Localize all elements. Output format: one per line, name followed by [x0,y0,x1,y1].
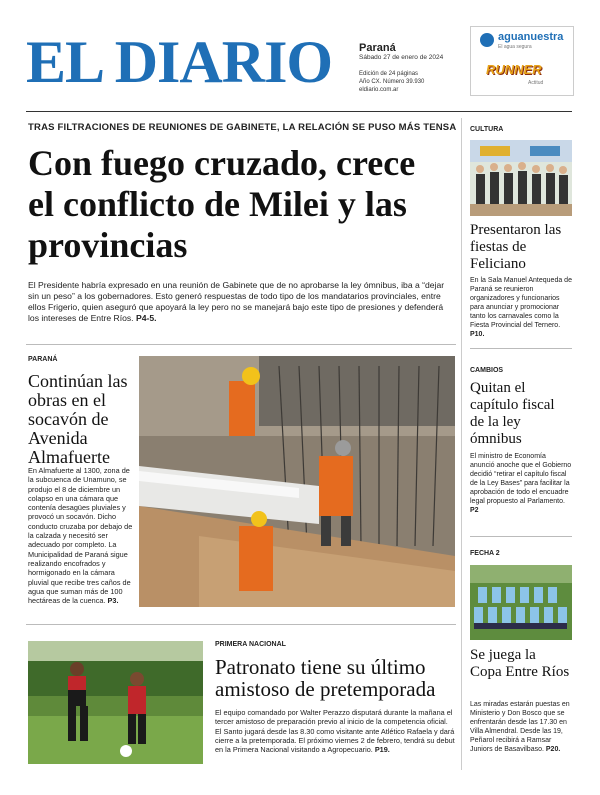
cultura-body-text: En la Sala Manuel Antequeda de Paraná se reunieron organizadores y funcionarios para anunciar y promocionar tanto los carnavales como la Fiesta Provincial del Ternero. [470,277,572,329]
primera-ref: P19. [374,745,390,755]
sidebar-divider-2 [470,536,572,537]
main-kicker: TRAS FILTRACIONES DE REUNIONES DE GABINETE, LA RELACIÓN SE PUSO MÁS TENSA [28,122,457,133]
edition-date: Sábado 27 de enero de 2024 [359,54,444,61]
ad-runner-tagline: Actitud [528,80,544,86]
cultura-photo [470,140,572,216]
fecha-ref: P20. [545,746,561,753]
cultura-ref: P10. [470,331,485,338]
primera-body-text: El equipo comandado por Walter Perazzo disputará durante la mañana el tercer amistoso de preparación previo al inicio de la competencia oficial. El Santo jugará desde las 8.30 como visitante ante Atlético Rafaela y dará cierre a la pretemporada. El próximo viernes 2 de febrero, tendrá su debut en la Primera Nacional visitando a Agropecuario. [215,708,455,755]
cambios-section-label: CAMBIOS [470,367,504,374]
edition-info [359,70,424,94]
parana-ref: P3. [107,596,119,606]
main-lead-text: El Presidente habría expresado en una reunión de Gabinete que de no aprobarse la ley ómnibus, iba a “dejar sin un peso” a los gobernadores. Esto generó respuestas de todo tipo de los mandatarios provinciales, entre ellos Frigerio, quien aseguró que apoyará la ley pero no se manejará bajo este tipo de presiones y defenderá los intereses de Entre Ríos. [28,280,445,323]
primera-body [215,708,455,754]
newspaper-logo: EL DIARIO [26,29,333,95]
ad-agua-brand: aguanuestra [498,31,564,43]
parana-body [28,466,133,605]
edition-city: Paraná [359,42,396,54]
fecha-body [470,700,572,754]
parana-title[interactable]: Continúan las obras en el socavón de Avenida Almafuerte [28,371,128,467]
primera-section-label: PRIMERA NACIONAL [215,641,286,648]
lower-divider [26,624,456,625]
fecha-section-label: FECHA 2 [470,550,500,557]
cambios-body [470,452,572,515]
parana-section-label: PARANÁ [28,356,58,363]
cultura-section-label: CULTURA [470,126,504,133]
main-divider [26,344,456,345]
cambios-title[interactable]: Quitan el capítulo fiscal de la ley ómnibus [470,380,555,447]
ad-runner-brand: RUNNER [486,62,542,77]
edition-site: eldiario.com.ar [359,87,399,93]
parana-body-text: En Almafuerte al 1300, zona de la subcuenca de Unamuno, se produjo el 8 de diciembre un colapso en una cámara que contenía desagües pluviales y provocó un socavón. Dicho conducto cruzaba por debajo de la calzada y necesitó ser adecuado por completo. La Municipalidad de Paraná sigue realizando encofrados y hormigonado en la cámara pluvial que recibe tres caños de agua que suman más de 100 hectáreas de la cuenca. [28,466,133,606]
ad-agua-tagline: El agua segura [498,44,532,50]
construction-photo [139,356,455,607]
cambios-ref: P2 [470,507,479,514]
cambios-body-text: El ministro de Economía anunció anoche que el Gobierno decidió “retirar el capítulo fiscal de la Ley Bases” para facilitar la aprobación de todo el encuadre legal propuesto al Parlamento. [470,453,572,505]
main-lead-ref: P4-5. [135,313,157,323]
primera-title[interactable]: Patronato tiene su último amistoso de pretemporada [215,655,436,701]
fecha-title[interactable]: Se juega la Copa Entre Ríos [470,647,570,680]
soccer-photo [28,641,203,764]
main-headline[interactable]: Con fuego cruzado, crece el conflicto de Milei y las provincias [28,143,416,265]
fecha-body-text: Las miradas estarán puestas en Ministerio y Don Bosco que se enfrentarán desde las 17.30 en Villa Almendral. Desde las 19, Peñarol recibirá a Ramsar Juniors de Basavilbaso. [470,701,570,753]
edition-pages: Edición de 24 páginas [359,71,419,77]
main-lead [28,280,453,324]
edition-issue: Año CX. Número 39.930 [359,79,425,85]
column-divider [461,118,462,770]
sidebar-divider-1 [470,348,572,349]
masthead-rule [26,111,572,112]
cultura-title[interactable]: Presentaron las fiestas de Feliciano [470,222,562,272]
cultura-body [470,276,572,339]
water-drop-icon [480,33,494,47]
team-photo [470,565,572,640]
